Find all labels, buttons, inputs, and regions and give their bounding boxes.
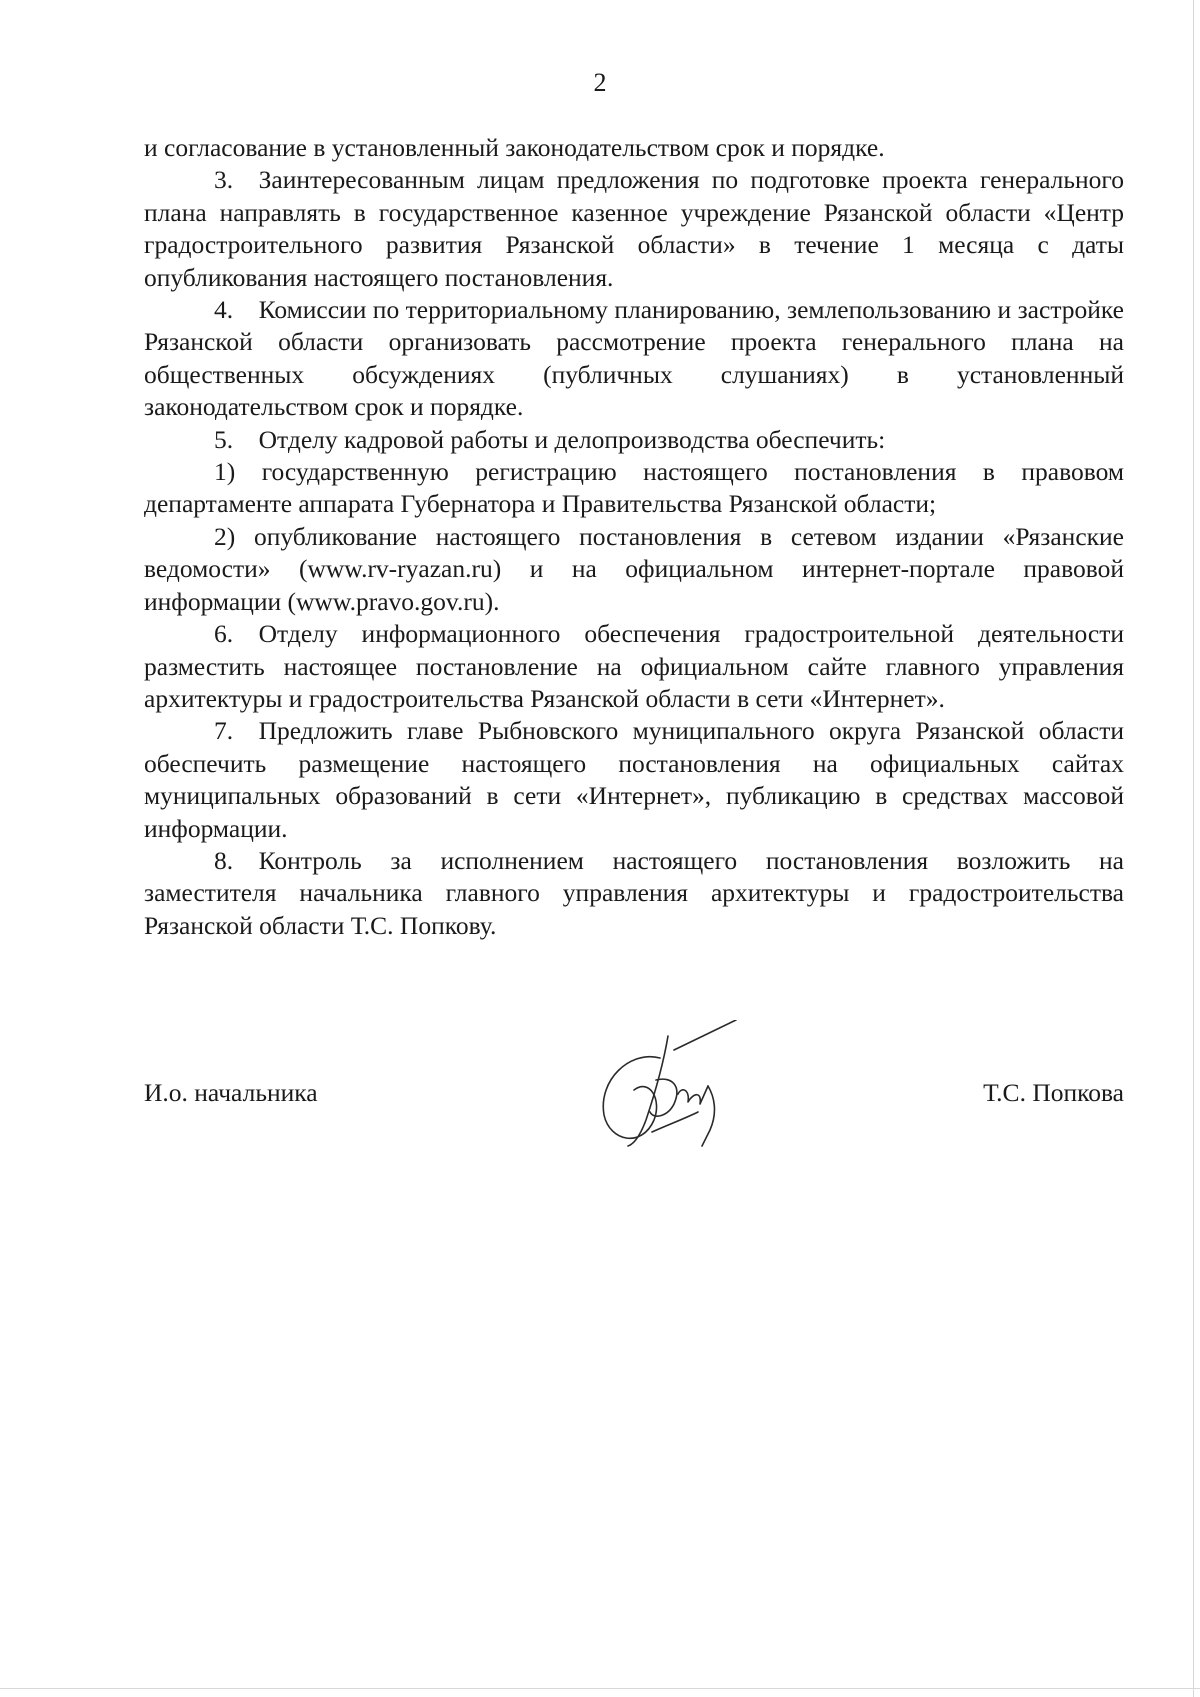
paragraph-item-8: 8. Контроль за исполнением настоящего постановления возложить на заместителя начальника главного управления архитектуры и градостроительства Рязанской области Т.С. Попкову. <box>144 845 1124 940</box>
document-body <box>144 132 1124 942</box>
paragraph-continuation: и согласование в установленный законодательством срок и порядке. <box>144 133 885 162</box>
handwritten-signature <box>590 1020 760 1160</box>
signatory-position: И.о. начальника <box>144 1078 318 1107</box>
paragraph-subitem-2: 2) опубликование настоящего постановления в сетевом издании «Рязанские ведомости» (www.rv-ryazan.ru) и на официальном интернет-портале правовой информации (www.pravo.gov.ru). <box>144 521 1124 616</box>
paragraph-item-4: 4. Комиссии по территориальному планированию, землепользованию и застройке Рязанской области организовать рассмотрение проекта генерального плана на общественных обсуждениях (публичных слушаниях) в установленный законодательством срок и порядке. <box>144 295 1124 422</box>
scan-edge-bottom <box>0 1688 1200 1689</box>
paragraph-item-3: 3. Заинтересованным лицам предложения по подготовке проекта генерального плана направлять в государственное казенное учреждение Рязанской области «Центр градостроительного развития Рязанской области» в течение 1 месяца с даты опубликования настоящего постановления. <box>144 165 1124 292</box>
signatory-name: Т.С. Попкова <box>983 1078 1124 1107</box>
scan-edge-right <box>1193 0 1194 1697</box>
page-number: 2 <box>593 68 607 97</box>
paragraph-item-6: 6. Отделу информационного обеспечения градостроительной деятельности разместить настоящее постановление на официальном сайте главного управления архитектуры и градостроительства Рязанской области в сети «Интернет». <box>144 619 1124 713</box>
paragraph-item-5: 5. Отделу кадровой работы и делопроизводства обеспечить: <box>214 424 886 454</box>
paragraph-subitem-1: 1) государственную регистрацию настоящего постановления в правовом департаменте аппарата Губернатора и Правительства Рязанской области; <box>144 457 1124 519</box>
paragraph-item-7: 7. Предложить главе Рыбновского муниципального округа Рязанской области обеспечить размещение настоящего постановления на официальных сайтах муниципальных образований в сети «Интернет», публикацию в средствах массовой информации. <box>144 716 1124 843</box>
